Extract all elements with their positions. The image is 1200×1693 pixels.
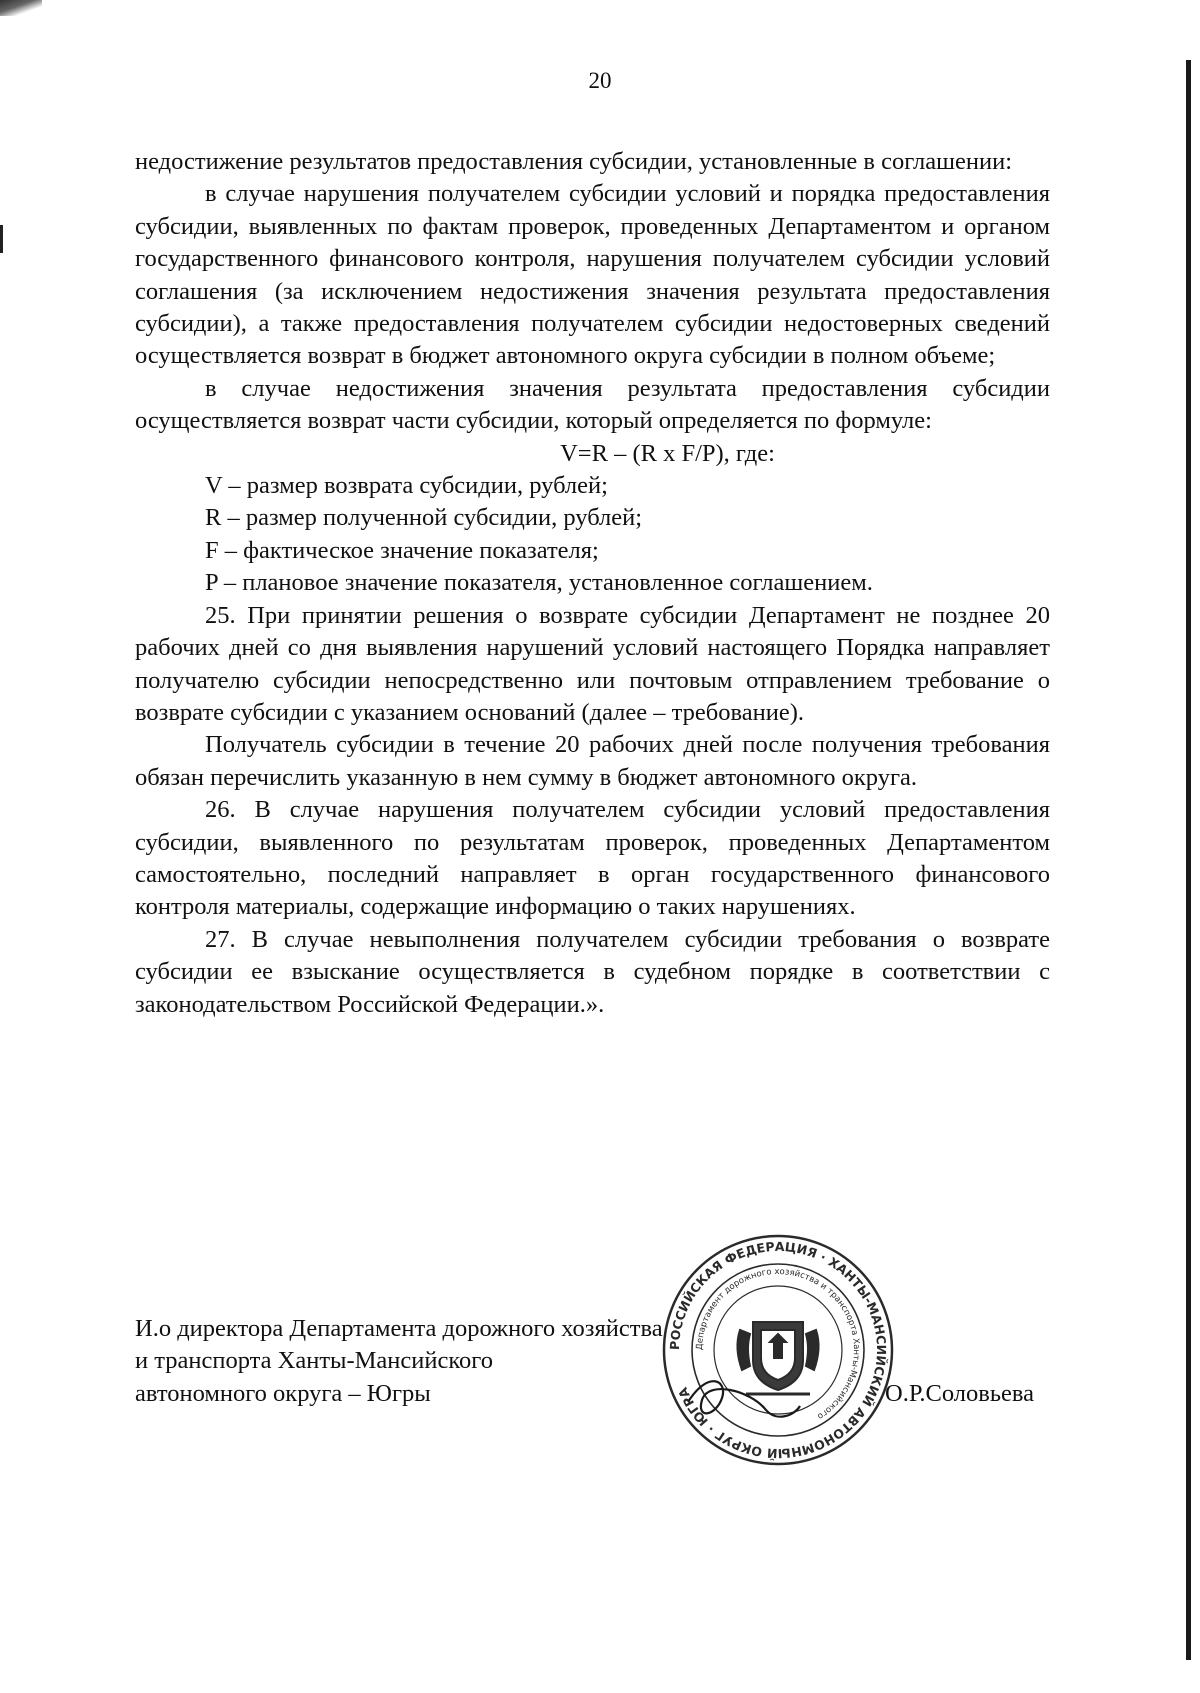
paragraph-recipient-obligation: Получатель субсидии в течение 20 рабочих дней после получения требования обязан перечислить указанную в нем сумму в бюджет автономного округа. — [135, 731, 1050, 791]
official-seal-stamp — [658, 1230, 898, 1470]
document-body — [135, 146, 1050, 1021]
coat-of-arms-emblem — [737, 1322, 818, 1394]
paragraph-25: 25. При принятии решения о возврате субсидии Департамент не позднее 20 рабочих дней со дня выявления нарушений условий настоящего Порядка направляет получателю субсидии непосредственно или почтовым отправлением требование о возврате субсидии с указанием оснований (далее – требование). — [135, 601, 1050, 726]
signer-title-line-1: И.о директора Департамента дорожного хозяйства — [135, 1315, 663, 1342]
page-number: 20 — [588, 68, 612, 93]
paragraph-full-refund: в случае нарушения получателем субсидии условий и порядка предоставления субсидии, выявленных по фактам проверок, проведенных Департаментом и органом государственного финансового контроля, нарушения получателем субсидии условий соглашения (за исключением недостижения значения результата предоставления субсидии), а также предоставления получателем субсидии недостоверных сведений осуществляется возврат в бюджет автономного округа субсидии в полном объеме; — [135, 180, 1050, 370]
refund-formula: V=R – (R x F/P), где: — [560, 439, 775, 467]
signer-title-line-2: и транспорта Ханты-Мансийского — [135, 1347, 493, 1375]
scan-margin-mark — [0, 225, 3, 253]
scan-page-edge — [1186, 60, 1191, 1660]
scan-corner-artifact — [0, 0, 42, 16]
signer-name: О.Р.Соловьева — [885, 1380, 1034, 1407]
seal-inner-text: Департамент дорожного хозяйства и транспорта Ханты-Мансийского — [694, 1266, 862, 1422]
paragraph-continuation: недостижение результатов предоставления субсидии, установленные в соглашении: — [135, 148, 1012, 175]
signer-title-line-3: автономного округа – Югры — [135, 1379, 431, 1407]
formula-definition-r: R – размер полученной субсидии, рублей; — [205, 504, 643, 532]
formula-definition-p: P – плановое значение показателя, установленное соглашением. — [205, 569, 873, 597]
signature-block — [135, 1313, 663, 1410]
paragraph-26: 26. В случае нарушения получателем субсидии условий предоставления субсидии, выявленного по результатам проверок, проведенных Департаментом самостоятельно, последний направляет в орган государственного финансового контроля материалы, содержащие информацию о таких нарушениях. — [135, 796, 1050, 921]
formula-definition-f: F – фактическое значение показателя; — [205, 536, 599, 564]
paragraph-27: 27. В случае невыполнения получателем субсидии требования о возврате субсидии ее взыскание осуществляется в судебном порядке в соответствии с законодательством Российской Федерации.». — [135, 925, 1050, 1018]
paragraph-partial-refund: в случае недостижения значения результата предоставления субсидии осуществляется возврат части субсидии, который определяется по формуле: — [135, 374, 1050, 435]
seal-outer-text: РОССИЙСКАЯ ФЕДЕРАЦИЯ · ХАНТЫ-МАНСИЙСКИЙ АВТОНОМНЫЙ ОКРУГ · ЮГРА — [666, 1238, 890, 1462]
formula-definition-v: V – размер возврата субсидии, рублей; — [205, 472, 608, 500]
